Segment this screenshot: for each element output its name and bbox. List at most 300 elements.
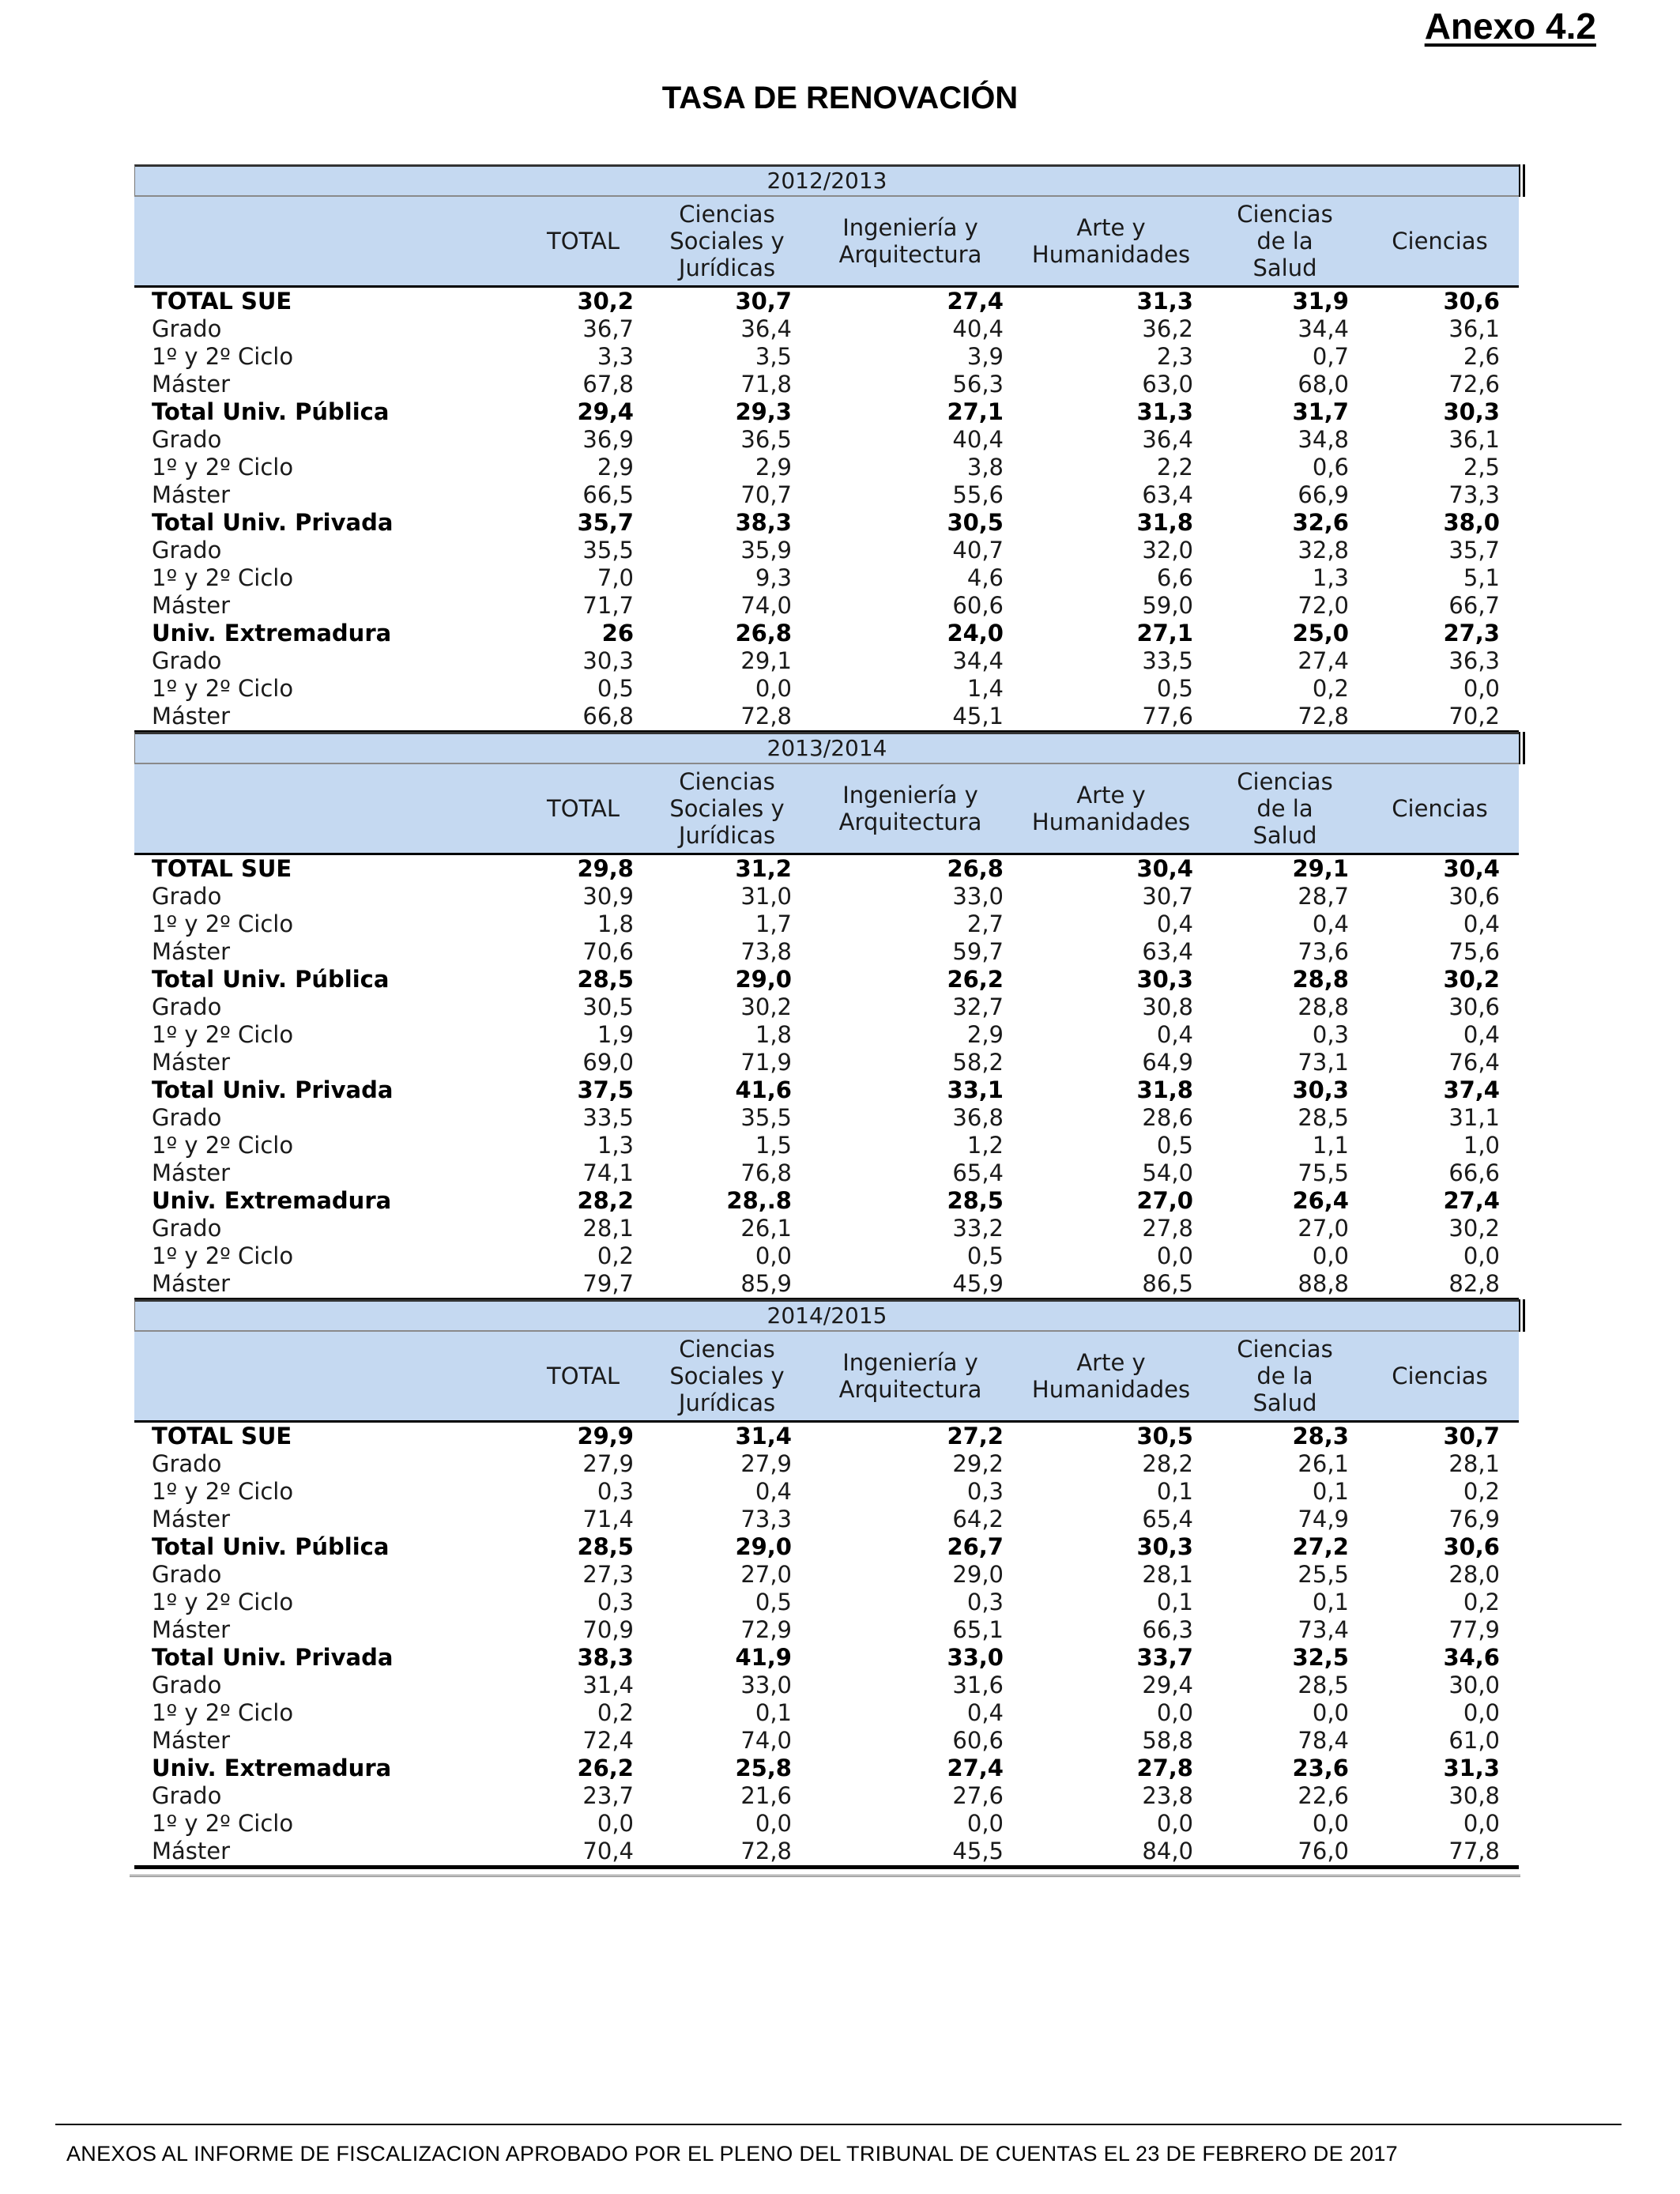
cell-value: 28,5 — [577, 1533, 634, 1560]
cell-value: 0,3 — [1312, 1021, 1349, 1048]
column-header: Ingeniería y Arquitectura — [838, 782, 982, 835]
table-row — [134, 1589, 1519, 1616]
table-row — [134, 910, 1519, 938]
cell-value: 30,7 — [735, 288, 792, 315]
cell-value: 0,4 — [1312, 910, 1349, 937]
cell-value: 59,0 — [1142, 592, 1193, 619]
column-header-row — [134, 1332, 1519, 1423]
cell-value: 69,0 — [582, 1049, 634, 1076]
cell-value: 28,3 — [1292, 1423, 1349, 1449]
cell-value: 2,7 — [966, 910, 1004, 937]
table-row — [134, 1644, 1519, 1672]
table-row — [134, 1533, 1519, 1561]
cell-value: 72,9 — [740, 1616, 792, 1643]
cell-value: 4,6 — [966, 564, 1004, 591]
cell-value: 32,8 — [1298, 537, 1349, 564]
cell-value: 26,4 — [1292, 1187, 1349, 1214]
cell-value: 73,6 — [1298, 938, 1349, 965]
renewal-table — [134, 1299, 1519, 1869]
cell-value: 54,0 — [1142, 1159, 1193, 1186]
column-header: Ciencias Sociales y Jurídicas — [669, 768, 785, 849]
cell-value: 72,0 — [1298, 592, 1349, 619]
row-label: 1º y 2º Ciclo — [152, 1132, 294, 1159]
table-row — [134, 1838, 1519, 1865]
cell-value: 60,6 — [952, 1727, 1004, 1754]
row-label: Total Univ. Pública — [152, 966, 390, 993]
table-row — [134, 509, 1519, 537]
cell-value: 32,5 — [1292, 1644, 1349, 1671]
cell-value: 0,2 — [597, 1242, 634, 1269]
cell-value: 31,3 — [1443, 1755, 1500, 1781]
cell-value: 31,0 — [740, 883, 792, 910]
cell-value: 0,4 — [1463, 910, 1500, 937]
column-header: TOTAL — [547, 1363, 620, 1389]
table-row — [134, 620, 1519, 647]
cell-value: 0,0 — [597, 1810, 634, 1837]
cell-value: 27,4 — [947, 288, 1004, 315]
cell-value: 0,0 — [1312, 1242, 1349, 1269]
cell-value: 27,3 — [582, 1561, 634, 1588]
cell-value: 28,5 — [577, 966, 634, 993]
cell-value: 23,7 — [582, 1782, 634, 1809]
cell-value: 29,1 — [1292, 855, 1349, 882]
cell-value: 72,8 — [740, 703, 792, 729]
cell-value: 77,8 — [1448, 1838, 1500, 1864]
cell-value: 1,1 — [1312, 1132, 1349, 1159]
cell-value: 28,8 — [1292, 966, 1349, 993]
cell-value: 2,2 — [1156, 454, 1193, 481]
annex-label: Anexo 4.2 — [1424, 6, 1596, 47]
cell-value: 63,4 — [1142, 481, 1193, 508]
cell-value: 7,0 — [597, 564, 634, 591]
table-row — [134, 1132, 1519, 1159]
row-label: 1º y 2º Ciclo — [152, 343, 294, 370]
cell-value: 28,6 — [1142, 1104, 1193, 1131]
row-label: Grado — [152, 883, 222, 910]
row-label: Grado — [152, 1215, 222, 1242]
cell-value: 33,2 — [952, 1215, 1004, 1242]
cell-value: 2,9 — [597, 454, 634, 481]
cell-value: 1,5 — [755, 1132, 792, 1159]
cell-value: 30,7 — [1142, 883, 1193, 910]
cell-value: 30,2 — [1448, 1215, 1500, 1242]
cell-value: 76,9 — [1448, 1506, 1500, 1532]
cell-value: 36,3 — [1448, 647, 1500, 674]
cell-value: 27,2 — [947, 1423, 1004, 1449]
cell-value: 0,1 — [1312, 1478, 1349, 1505]
cell-value: 2,9 — [966, 1021, 1004, 1048]
cell-value: 31,8 — [1136, 509, 1193, 536]
row-label: Total Univ. Pública — [152, 398, 390, 425]
table-row — [134, 883, 1519, 910]
cell-value: 45,1 — [952, 703, 1004, 729]
cell-value: 25,0 — [1292, 620, 1349, 647]
column-header: Ciencias — [1392, 1363, 1488, 1389]
table-row — [134, 855, 1519, 883]
cell-value: 36,5 — [740, 426, 792, 453]
table-row — [134, 1478, 1519, 1506]
cell-value: 64,9 — [1142, 1049, 1193, 1076]
table-row — [134, 1104, 1519, 1132]
cell-value: 30,6 — [1443, 288, 1500, 315]
footer-text: ANEXOS AL INFORME DE FISCALIZACION APROBADO POR EL PLENO DEL TRIBUNAL DE CUENTAS EL 23 DE FEBRERO DE 2017 — [66, 2142, 1398, 2166]
cell-value: 70,4 — [582, 1838, 634, 1864]
cell-value: 0,4 — [1463, 1021, 1500, 1048]
cell-value: 77,9 — [1448, 1616, 1500, 1643]
row-label: 1º y 2º Ciclo — [152, 1021, 294, 1048]
table-row — [134, 564, 1519, 592]
cell-value: 30,0 — [1448, 1672, 1500, 1698]
cell-value: 30,4 — [1443, 855, 1500, 882]
table-row — [134, 1021, 1519, 1049]
cell-value: 75,6 — [1448, 938, 1500, 965]
row-label: 1º y 2º Ciclo — [152, 1810, 294, 1837]
cell-value: 85,9 — [740, 1270, 792, 1297]
cell-value: 1,7 — [755, 910, 792, 937]
cell-value: 30,6 — [1448, 883, 1500, 910]
cell-value: 29,1 — [740, 647, 792, 674]
cell-value: 27,8 — [1142, 1215, 1193, 1242]
cell-value: 25,5 — [1298, 1561, 1349, 1588]
cell-value: 73,1 — [1298, 1049, 1349, 1076]
cell-value: 0,0 — [1463, 675, 1500, 702]
cell-value: 29,0 — [735, 966, 792, 993]
column-header: Arte y Humanidades — [1031, 1349, 1191, 1403]
table-row — [134, 592, 1519, 620]
cell-value: 70,7 — [740, 481, 792, 508]
column-header: TOTAL — [547, 228, 620, 254]
row-label: 1º y 2º Ciclo — [152, 1478, 294, 1505]
column-header: Arte y Humanidades — [1031, 782, 1191, 835]
cell-value: 66,8 — [582, 703, 634, 729]
cell-value: 88,8 — [1298, 1270, 1349, 1297]
cell-value: 29,0 — [952, 1561, 1004, 1588]
cell-value: 30,3 — [1292, 1076, 1349, 1103]
cell-value: 30,7 — [1443, 1423, 1500, 1449]
table-row — [134, 1187, 1519, 1215]
table-row — [134, 481, 1519, 509]
cell-value: 31,6 — [952, 1672, 1004, 1698]
cell-value: 1,8 — [755, 1021, 792, 1048]
cell-value: 0,0 — [966, 1810, 1004, 1837]
cell-value: 28,5 — [947, 1187, 1004, 1214]
row-label: Grado — [152, 426, 222, 453]
column-header: Arte y Humanidades — [1031, 214, 1191, 268]
cell-value: 76,4 — [1448, 1049, 1500, 1076]
row-label: 1º y 2º Ciclo — [152, 454, 294, 481]
cell-value: 41,9 — [735, 1644, 792, 1671]
table-row — [134, 1727, 1519, 1755]
cell-value: 41,6 — [735, 1076, 792, 1103]
cell-value: 26,8 — [735, 620, 792, 647]
cell-value: 27,9 — [740, 1450, 792, 1477]
cell-value: 78,4 — [1298, 1727, 1349, 1754]
row-label: Máster — [152, 1838, 231, 1864]
table-row — [134, 426, 1519, 454]
row-label: Grado — [152, 647, 222, 674]
cell-value: 55,6 — [952, 481, 1004, 508]
table-row — [134, 371, 1519, 398]
cell-value: 0,4 — [755, 1478, 792, 1505]
renewal-table — [134, 732, 1519, 1302]
cell-value: 26,1 — [740, 1215, 792, 1242]
cell-value: 27,3 — [1443, 620, 1500, 647]
cell-value: 1,3 — [597, 1132, 634, 1159]
cell-value: 0,0 — [1156, 1810, 1193, 1837]
row-label: Máster — [152, 1049, 231, 1076]
cell-value: 31,3 — [1136, 288, 1193, 315]
row-label: TOTAL SUE — [152, 855, 292, 882]
row-label: Máster — [152, 371, 231, 398]
cell-value: 0,1 — [1312, 1589, 1349, 1615]
cell-value: 31,3 — [1136, 398, 1193, 425]
cell-value: 1,3 — [1312, 564, 1349, 591]
row-label: Máster — [152, 1616, 231, 1643]
table-row — [134, 675, 1519, 703]
cell-value: 5,1 — [1463, 564, 1500, 591]
row-label: Grado — [152, 1450, 222, 1477]
cell-value: 27,6 — [952, 1782, 1004, 1809]
year-header: 2013/2014 — [134, 732, 1519, 764]
cell-value: 29,2 — [952, 1450, 1004, 1477]
cell-value: 65,4 — [1142, 1506, 1193, 1532]
cell-value: 35,9 — [740, 537, 792, 564]
cell-value: 28,1 — [1448, 1450, 1500, 1477]
cell-value: 27,4 — [947, 1755, 1004, 1781]
table-row — [134, 1672, 1519, 1699]
cell-value: 36,8 — [952, 1104, 1004, 1131]
cell-value: 71,9 — [740, 1049, 792, 1076]
row-label: Máster — [152, 938, 231, 965]
column-header: Ciencias de la Salud — [1237, 201, 1333, 281]
cell-value: 45,5 — [952, 1838, 1004, 1864]
cell-value: 70,9 — [582, 1616, 634, 1643]
table-row — [134, 1561, 1519, 1589]
table-row — [134, 315, 1519, 343]
cell-value: 63,0 — [1142, 371, 1193, 398]
cell-value: 0,3 — [597, 1478, 634, 1505]
cell-value: 0,5 — [755, 1589, 792, 1615]
column-header: Ciencias de la Salud — [1237, 768, 1333, 849]
cell-value: 29,0 — [735, 1533, 792, 1560]
cell-value: 27,1 — [947, 398, 1004, 425]
row-label: Total Univ. Pública — [152, 1533, 390, 1560]
cell-value: 36,1 — [1448, 426, 1500, 453]
cell-value: 45,9 — [952, 1270, 1004, 1297]
row-label: 1º y 2º Ciclo — [152, 675, 294, 702]
end-rule — [130, 1875, 1520, 1877]
cell-value: 40,4 — [952, 315, 1004, 342]
cell-value: 74,1 — [582, 1159, 634, 1186]
cell-value: 84,0 — [1142, 1838, 1193, 1864]
cell-value: 27,4 — [1443, 1187, 1500, 1214]
cell-value: 82,8 — [1448, 1270, 1500, 1297]
cell-value: 0,4 — [966, 1699, 1004, 1726]
cell-value: 61,0 — [1448, 1727, 1500, 1754]
cell-value: 65,4 — [952, 1159, 1004, 1186]
table-row — [134, 1049, 1519, 1076]
row-label: Total Univ. Privada — [152, 1644, 394, 1671]
cell-value: 0,2 — [597, 1699, 634, 1726]
row-label: Máster — [152, 1159, 231, 1186]
cell-value: 0,5 — [966, 1242, 1004, 1269]
cell-value: 38,3 — [735, 509, 792, 536]
cell-value: 36,7 — [582, 315, 634, 342]
cell-value: 30,2 — [577, 288, 634, 315]
cell-value: 28,2 — [577, 1187, 634, 1214]
cell-value: 30,3 — [1136, 1533, 1193, 1560]
row-label: Grado — [152, 537, 222, 564]
cell-value: 2,9 — [755, 454, 792, 481]
table-row — [134, 1450, 1519, 1478]
cell-value: 31,2 — [735, 855, 792, 882]
cell-value: 31,4 — [735, 1423, 792, 1449]
cell-value: 73,3 — [1448, 481, 1500, 508]
cell-value: 0,2 — [1463, 1478, 1500, 1505]
cell-value: 35,5 — [582, 537, 634, 564]
row-label: Total Univ. Privada — [152, 1076, 394, 1103]
table-row — [134, 1782, 1519, 1810]
cell-value: 76,0 — [1298, 1838, 1349, 1864]
cell-value: 65,1 — [952, 1616, 1004, 1643]
cell-value: 30,6 — [1448, 993, 1500, 1020]
cell-value: 1,9 — [597, 1021, 634, 1048]
table-row — [134, 537, 1519, 564]
cell-value: 64,2 — [952, 1506, 1004, 1532]
cell-value: 31,8 — [1136, 1076, 1193, 1103]
cell-value: 27,4 — [1298, 647, 1349, 674]
cell-value: 72,6 — [1448, 371, 1500, 398]
cell-value: 66,9 — [1298, 481, 1349, 508]
cell-value: 75,5 — [1298, 1159, 1349, 1186]
cell-value: 3,3 — [597, 343, 634, 370]
cell-value: 72,4 — [582, 1727, 634, 1754]
cell-value: 40,4 — [952, 426, 1004, 453]
cell-value: 2,3 — [1156, 343, 1193, 370]
cell-value: 73,4 — [1298, 1616, 1349, 1643]
year-header: 2012/2013 — [134, 164, 1519, 197]
cell-value: 33,1 — [947, 1076, 1004, 1103]
column-header: Ciencias — [1392, 795, 1488, 822]
row-label: Grado — [152, 1672, 222, 1698]
cell-value: 33,5 — [1142, 647, 1193, 674]
table-row — [134, 1616, 1519, 1644]
cell-value: 30,2 — [1443, 966, 1500, 993]
cell-value: 0,0 — [755, 675, 792, 702]
cell-value: 0,0 — [1463, 1242, 1500, 1269]
cell-value: 21,6 — [740, 1782, 792, 1809]
cell-value: 30,9 — [582, 883, 634, 910]
cell-value: 79,7 — [582, 1270, 634, 1297]
cell-value: 0,0 — [755, 1810, 792, 1837]
cell-value: 0,0 — [1312, 1699, 1349, 1726]
cell-value: 29,4 — [577, 398, 634, 425]
table-row — [134, 938, 1519, 966]
cell-value: 28,2 — [1142, 1450, 1193, 1477]
row-label: TOTAL SUE — [152, 1423, 292, 1449]
cell-value: 34,4 — [952, 647, 1004, 674]
cell-value: 33,5 — [582, 1104, 634, 1131]
row-label: 1º y 2º Ciclo — [152, 910, 294, 937]
cell-value: 0,1 — [755, 1699, 792, 1726]
column-header: Ciencias Sociales y Jurídicas — [669, 1336, 785, 1416]
row-label: Grado — [152, 993, 222, 1020]
table-row — [134, 1076, 1519, 1104]
cell-value: 1,0 — [1463, 1132, 1500, 1159]
cell-value: 2,6 — [1463, 343, 1500, 370]
cell-value: 0,0 — [1312, 1810, 1349, 1837]
cell-value: 74,0 — [740, 592, 792, 619]
cell-value: 73,8 — [740, 938, 792, 965]
cell-value: 23,8 — [1142, 1782, 1193, 1809]
cell-value: 23,6 — [1292, 1755, 1349, 1781]
row-label: Grado — [152, 1104, 222, 1131]
cell-value: 28,8 — [1298, 993, 1349, 1020]
cell-value: 2,5 — [1463, 454, 1500, 481]
cell-value: 3,9 — [966, 343, 1004, 370]
cell-value: 66,3 — [1142, 1616, 1193, 1643]
row-label: 1º y 2º Ciclo — [152, 1699, 294, 1726]
row-label: 1º y 2º Ciclo — [152, 564, 294, 591]
cell-value: 22,6 — [1298, 1782, 1349, 1809]
row-label: Total Univ. Privada — [152, 509, 394, 536]
row-label: 1º y 2º Ciclo — [152, 1242, 294, 1269]
cell-value: 32,6 — [1292, 509, 1349, 536]
cell-value: 29,9 — [577, 1423, 634, 1449]
cell-value: 0,5 — [1156, 675, 1193, 702]
cell-value: 0,4 — [1156, 910, 1193, 937]
cell-value: 30,3 — [1443, 398, 1500, 425]
table-row — [134, 1699, 1519, 1727]
renewal-table — [134, 164, 1519, 734]
cell-value: 68,0 — [1298, 371, 1349, 398]
cell-value: 34,4 — [1298, 315, 1349, 342]
row-label: Máster — [152, 703, 231, 729]
cell-value: 32,7 — [952, 993, 1004, 1020]
cell-value: 0,0 — [1463, 1699, 1500, 1726]
cell-value: 28,5 — [1298, 1672, 1349, 1698]
table-row — [134, 288, 1519, 315]
cell-value: 38,0 — [1443, 509, 1500, 536]
cell-value: 27,1 — [1136, 620, 1193, 647]
cell-value: 86,5 — [1142, 1270, 1193, 1297]
table-row — [134, 454, 1519, 481]
cell-value: 26,2 — [947, 966, 1004, 993]
cell-value: 3,8 — [966, 454, 1004, 481]
cell-value: 24,0 — [947, 620, 1004, 647]
cell-value: 27,0 — [1136, 1187, 1193, 1214]
cell-value: 77,6 — [1142, 703, 1193, 729]
cell-value: 0,6 — [1312, 454, 1349, 481]
table-row — [134, 1506, 1519, 1533]
cell-value: 1,2 — [966, 1132, 1004, 1159]
cell-value: 3,5 — [755, 343, 792, 370]
cell-value: 28,1 — [582, 1215, 634, 1242]
cell-value: 71,8 — [740, 371, 792, 398]
table-row — [134, 1810, 1519, 1838]
cell-value: 25,8 — [735, 1755, 792, 1781]
table-row — [134, 1270, 1519, 1298]
cell-value: 0,2 — [1463, 1589, 1500, 1615]
cell-value: 58,2 — [952, 1049, 1004, 1076]
cell-value: 74,9 — [1298, 1506, 1349, 1532]
year-header: 2014/2015 — [134, 1299, 1519, 1332]
cell-value: 34,8 — [1298, 426, 1349, 453]
column-header: Ciencias — [1392, 228, 1488, 254]
row-label: Univ. Extremadura — [152, 1755, 392, 1781]
column-header: Ingeniería y Arquitectura — [838, 214, 982, 268]
cell-value: 36,9 — [582, 426, 634, 453]
